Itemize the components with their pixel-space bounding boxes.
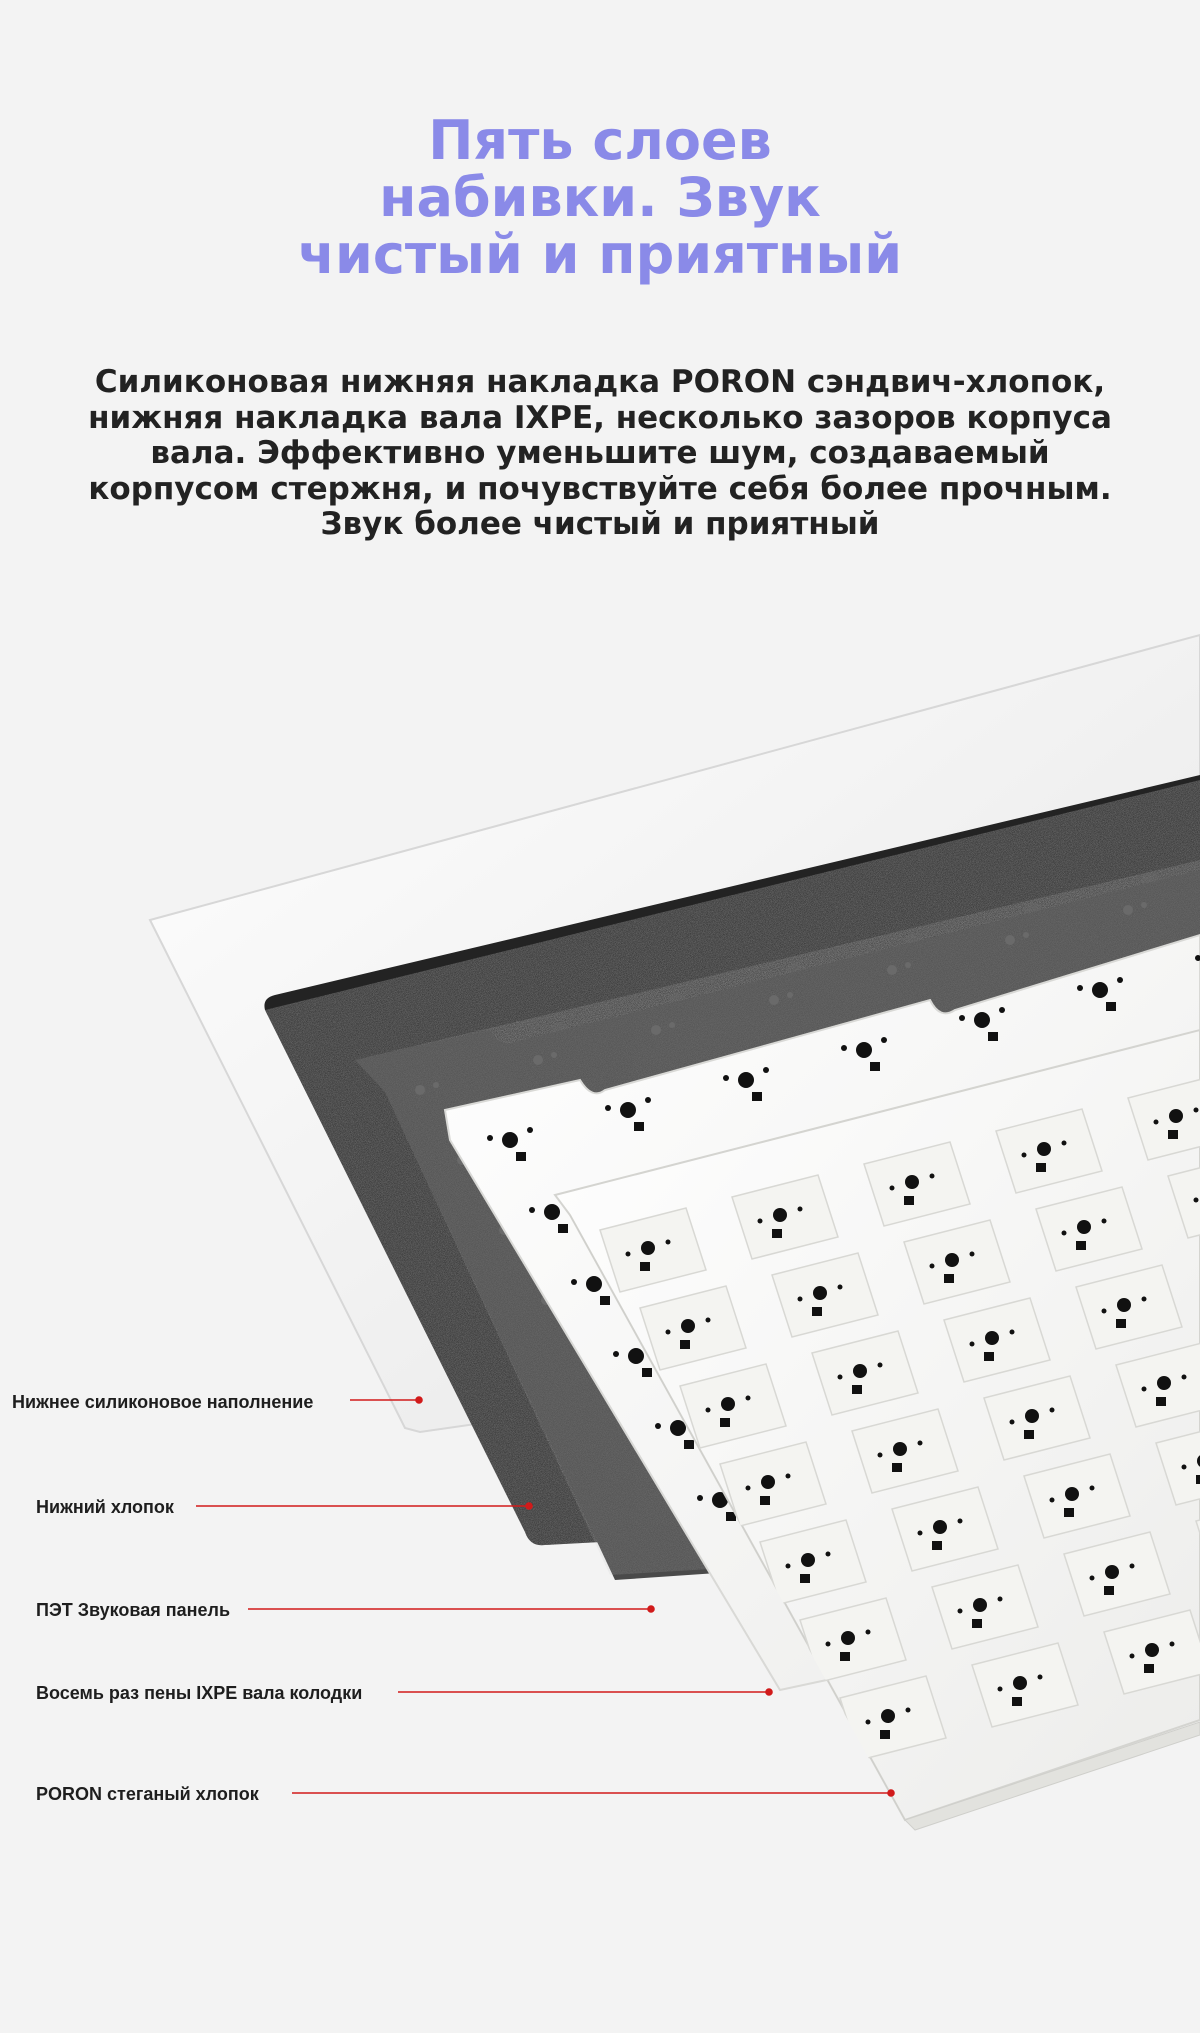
poron-pin-hole [1194, 1108, 1199, 1113]
poron-hole [841, 1631, 855, 1645]
ixpe-square-hole [600, 1296, 610, 1305]
ixpe-pin-hole [487, 1135, 493, 1141]
poron-hole [1145, 1643, 1159, 1657]
poron-square-hole [1168, 1130, 1178, 1139]
poron-pin-hole [1022, 1153, 1027, 1158]
poron-hole [945, 1253, 959, 1267]
pet-hole [769, 995, 779, 1005]
ixpe-pin-hole [613, 1351, 619, 1357]
poron-pin-hole [1050, 1498, 1055, 1503]
leader-dot-2 [526, 1503, 532, 1509]
poron-square-hole [840, 1652, 850, 1661]
headline-line-3: чистый и приятный [297, 223, 903, 286]
ixpe-center-hole [586, 1276, 602, 1292]
poron-pin-hole [1154, 1120, 1159, 1125]
poron-hole [721, 1397, 735, 1411]
poron-pin-hole [798, 1297, 803, 1302]
headline [0, 109, 1200, 286]
ixpe-pin-hole [529, 1207, 535, 1213]
description-line-4: корпусом стержня, и почувствуйте себя более прочным. [88, 470, 1112, 507]
poron-pin-hole [958, 1609, 963, 1614]
poron-pin-hole [1130, 1564, 1135, 1569]
poron-pin-hole [1142, 1387, 1147, 1392]
ixpe-center-hole [1092, 982, 1108, 998]
headline-line-1: Пять слоев [428, 109, 772, 172]
poron-square-hole [1104, 1586, 1114, 1595]
poron-pin-hole [918, 1531, 923, 1536]
poron-pin-hole [866, 1630, 871, 1635]
poron-square-hole [1076, 1241, 1086, 1250]
poron-pin-hole [958, 1519, 963, 1524]
poron-pin-hole [1010, 1420, 1015, 1425]
poron-square-hole [932, 1541, 942, 1550]
poron-pin-hole [1194, 1198, 1199, 1203]
poron-pin-hole [1038, 1675, 1043, 1680]
ixpe-square-hole [684, 1440, 694, 1449]
ixpe-center-hole [670, 1420, 686, 1436]
poron-pin-hole [1182, 1465, 1187, 1470]
ixpe-pin-hole [881, 1037, 887, 1043]
description-line-5: Звук более чистый и приятный [320, 506, 880, 542]
poron-hole [1169, 1109, 1183, 1123]
poron-square-hole [1196, 1475, 1200, 1484]
poron-pin-hole [970, 1342, 975, 1347]
ixpe-pin-hole [697, 1495, 703, 1501]
poron-hole [933, 1520, 947, 1534]
pet-hole [669, 1022, 675, 1028]
ixpe-center-hole [544, 1204, 560, 1220]
poron-hole [773, 1208, 787, 1222]
pet-hole [1141, 902, 1147, 908]
poron-pin-hole [666, 1330, 671, 1335]
ixpe-pin-hole [959, 1015, 965, 1021]
poron-pin-hole [1182, 1375, 1187, 1380]
ixpe-center-hole [738, 1072, 754, 1088]
poron-pin-hole [878, 1453, 883, 1458]
ixpe-square-hole [752, 1092, 762, 1101]
poron-square-hole [1156, 1397, 1166, 1406]
poron-hole [893, 1442, 907, 1456]
poron-pin-hole [746, 1486, 751, 1491]
ixpe-center-hole [620, 1102, 636, 1118]
ixpe-pin-hole [841, 1045, 847, 1051]
poron-hole [985, 1331, 999, 1345]
ixpe-square-hole [870, 1062, 880, 1071]
description [0, 365, 1200, 543]
layer-label-silicone: Нижнее силиконовое наполнение [12, 1392, 314, 1412]
poron-pin-hole [866, 1720, 871, 1725]
poron-square-hole [880, 1730, 890, 1739]
poron-hole [641, 1241, 655, 1255]
layer-stack-illustration [0, 600, 1200, 1900]
poron-pin-hole [1062, 1231, 1067, 1236]
poron-pin-hole [890, 1186, 895, 1191]
ixpe-center-hole [974, 1012, 990, 1028]
poron-pin-hole [998, 1687, 1003, 1692]
poron-pin-hole [758, 1219, 763, 1224]
poron-square-hole [720, 1418, 730, 1427]
poron-square-hole [1116, 1319, 1126, 1328]
poron-pin-hole [1142, 1297, 1147, 1302]
poron-square-hole [1036, 1163, 1046, 1172]
poron-hole [1077, 1220, 1091, 1234]
poron-pin-hole [666, 1240, 671, 1245]
ixpe-pin-hole [645, 1097, 651, 1103]
poron-hole [881, 1709, 895, 1723]
description-line-3: вала. Эффективно уменьшите шум, создаваемый [150, 435, 1050, 471]
poron-hole [1117, 1298, 1131, 1312]
poron-pin-hole [706, 1318, 711, 1323]
pet-hole [1023, 932, 1029, 938]
poron-pin-hole [930, 1264, 935, 1269]
poron-pin-hole [1130, 1654, 1135, 1659]
poron-pin-hole [746, 1396, 751, 1401]
description-line-1: Силиконовая нижняя накладка PORON сэндвич-хлопок, [94, 364, 1106, 400]
pet-hole [787, 992, 793, 998]
poron-hole [1157, 1376, 1171, 1390]
ixpe-pin-hole [527, 1127, 533, 1133]
leader-dot-3 [648, 1606, 654, 1612]
poron-pin-hole [626, 1252, 631, 1257]
pet-hole [887, 965, 897, 975]
poron-square-hole [892, 1463, 902, 1472]
poron-square-hole [772, 1229, 782, 1238]
poron-hole [813, 1286, 827, 1300]
pet-hole [905, 962, 911, 968]
layer-label-pet-panel: ПЭТ Звуковая панель [36, 1600, 231, 1620]
poron-pin-hole [706, 1408, 711, 1413]
poron-square-hole [944, 1274, 954, 1283]
poron-pin-hole [826, 1552, 831, 1557]
poron-pin-hole [1062, 1141, 1067, 1146]
poron-hole [973, 1598, 987, 1612]
poron-pin-hole [1170, 1642, 1175, 1647]
pet-hole [651, 1025, 661, 1035]
ixpe-pin-hole [571, 1279, 577, 1285]
ixpe-center-hole [502, 1132, 518, 1148]
leader-dot-4 [766, 1689, 772, 1695]
poron-pin-hole [838, 1375, 843, 1380]
poron-hole [681, 1319, 695, 1333]
pet-hole [1123, 905, 1133, 915]
ixpe-pin-hole [655, 1423, 661, 1429]
ixpe-pin-hole [999, 1007, 1005, 1013]
pet-hole [551, 1052, 557, 1058]
pet-hole [433, 1082, 439, 1088]
pet-hole [1005, 935, 1015, 945]
ixpe-square-hole [1106, 1002, 1116, 1011]
poron-square-hole [1012, 1697, 1022, 1706]
poron-pin-hole [906, 1708, 911, 1713]
poron-hole [1013, 1676, 1027, 1690]
ixpe-pin-hole [763, 1067, 769, 1073]
poron-pin-hole [1090, 1486, 1095, 1491]
poron-square-hole [760, 1496, 770, 1505]
layer-label-poron-cotton: PORON стеганый хлопок [36, 1784, 259, 1804]
poron-square-hole [1144, 1664, 1154, 1673]
poron-square-hole [640, 1262, 650, 1271]
layer-label-bottom-cotton: Нижний хлопок [36, 1497, 174, 1517]
poron-hole [801, 1553, 815, 1567]
poron-pin-hole [1102, 1219, 1107, 1224]
poron-hole [1025, 1409, 1039, 1423]
ixpe-pin-hole [1117, 977, 1123, 983]
poron-hole [761, 1475, 775, 1489]
poron-square-hole [680, 1340, 690, 1349]
poron-pin-hole [918, 1441, 923, 1446]
poron-hole [1105, 1565, 1119, 1579]
poron-square-hole [800, 1574, 810, 1583]
leader-dot-1 [416, 1397, 422, 1403]
description-line-2: нижняя накладка вала IXPE, несколько зазоров корпуса [88, 399, 1112, 436]
poron-pin-hole [878, 1363, 883, 1368]
layer-label-ixpe-foam: Восемь раз пены IXPE вала колодки [36, 1683, 363, 1703]
ixpe-center-hole [628, 1348, 644, 1364]
poron-pin-hole [1102, 1309, 1107, 1314]
poron-square-hole [904, 1196, 914, 1205]
poron-pin-hole [1050, 1408, 1055, 1413]
ixpe-square-hole [988, 1032, 998, 1041]
poron-hole [853, 1364, 867, 1378]
poron-pin-hole [798, 1207, 803, 1212]
pet-hole [533, 1055, 543, 1065]
headline-line-2: набивки. Звук [379, 166, 821, 229]
poron-pin-hole [1090, 1576, 1095, 1581]
ixpe-pin-hole [605, 1105, 611, 1111]
poron-pin-hole [930, 1174, 935, 1179]
poron-hole [905, 1175, 919, 1189]
pet-hole [415, 1085, 425, 1095]
poron-pin-hole [786, 1474, 791, 1479]
poron-pin-hole [838, 1285, 843, 1290]
ixpe-square-hole [634, 1122, 644, 1131]
poron-pin-hole [786, 1564, 791, 1569]
ixpe-square-hole [516, 1152, 526, 1161]
ixpe-pin-hole [723, 1075, 729, 1081]
ixpe-square-hole [642, 1368, 652, 1377]
poron-pin-hole [998, 1597, 1003, 1602]
poron-hole [1065, 1487, 1079, 1501]
poron-square-hole [972, 1619, 982, 1628]
poron-pin-hole [970, 1252, 975, 1257]
ixpe-center-hole [856, 1042, 872, 1058]
ixpe-pin-hole [1077, 985, 1083, 991]
poron-pin-hole [826, 1642, 831, 1647]
poron-square-hole [1064, 1508, 1074, 1517]
poron-square-hole [852, 1385, 862, 1394]
poron-square-hole [1024, 1430, 1034, 1439]
poron-pin-hole [1010, 1330, 1015, 1335]
ixpe-square-hole [558, 1224, 568, 1233]
poron-hole [1037, 1142, 1051, 1156]
leader-dot-5 [888, 1790, 894, 1796]
poron-square-hole [812, 1307, 822, 1316]
poron-square-hole [984, 1352, 994, 1361]
